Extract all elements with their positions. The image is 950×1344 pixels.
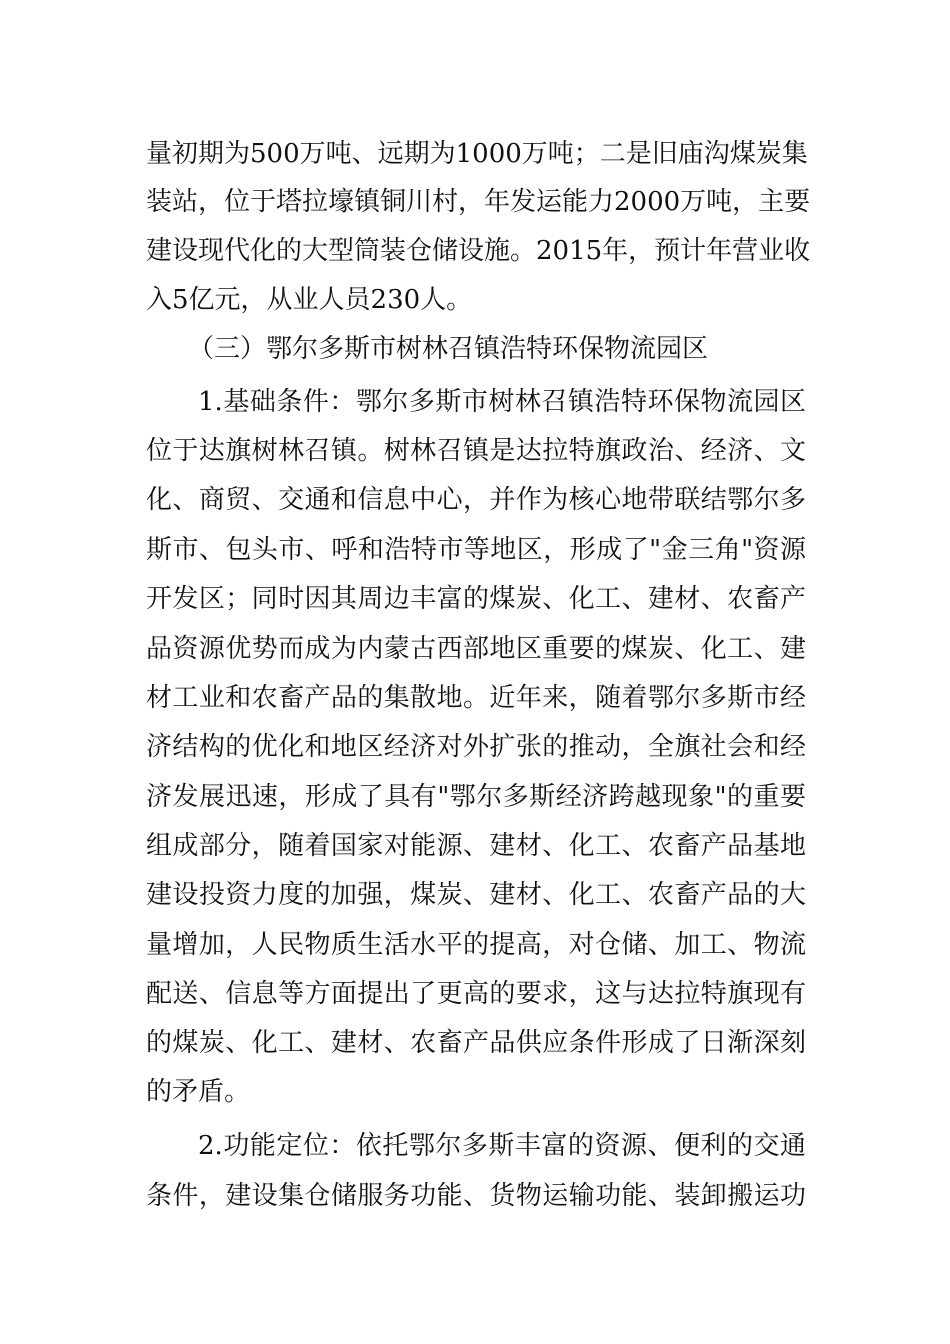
text-line: 量初期为500万吨、远期为1000万吨；二是旧庙沟煤炭集: [146, 139, 808, 169]
text-line: 1.基础条件：鄂尔多斯市树林召镇浩特环保物流园区: [198, 387, 806, 417]
text-line: 位于达旗树林召镇。树林召镇是达拉特旗政治、经济、文: [146, 436, 806, 466]
text-line: 量增加，人民物质生活水平的提高，对仓储、加工、物流: [146, 930, 806, 960]
text-line: 材工业和农畜产品的集散地。近年来，随着鄂尔多斯市经: [146, 683, 806, 713]
text-line: 配送、信息等方面提出了更高的要求，这与达拉特旗现有: [146, 979, 806, 1009]
section-heading: （三）鄂尔多斯市树林召镇浩特环保物流园区: [188, 334, 709, 364]
text-line: 化、商贸、交通和信息中心，并作为核心地带联结鄂尔多: [146, 485, 806, 515]
text-line: 建设投资力度的加强，煤炭、建材、化工、农畜产品的大: [146, 880, 806, 910]
text-line: 的矛盾。: [146, 1077, 251, 1107]
text-line: 入5亿元，从业人员230人。: [146, 285, 473, 315]
text-line: 2.功能定位：依托鄂尔多斯丰富的资源、便利的交通: [198, 1131, 806, 1161]
text-line: 开发区；同时因其周边丰富的煤炭、化工、建材、农畜产: [146, 584, 806, 614]
text-line: 的煤炭、化工、建材、农畜产品供应条件形成了日渐深刻: [146, 1028, 806, 1058]
text-line: 斯市、包头市、呼和浩特市等地区，形成了"金三角"资源: [146, 535, 806, 565]
text-line: 组成部分，随着国家对能源、建材、化工、农畜产品基地: [146, 831, 806, 861]
text-line: 品资源优势而成为内蒙古西部地区重要的煤炭、化工、建: [146, 634, 806, 664]
text-line: 济结构的优化和地区经济对外扩张的推动，全旗社会和经: [146, 732, 806, 762]
text-line: 装站，位于塔拉壕镇铜川村，年发运能力2000万吨，主要: [146, 187, 811, 217]
text-line: 济发展迅速，形成了具有"鄂尔多斯经济跨越现象"的重要: [146, 782, 806, 812]
text-line: 建设现代化的大型筒装仓储设施。2015年，预计年营业收: [146, 236, 811, 266]
text-line: 条件，建设集仓储服务功能、货物运输功能、装卸搬运功: [146, 1181, 806, 1211]
